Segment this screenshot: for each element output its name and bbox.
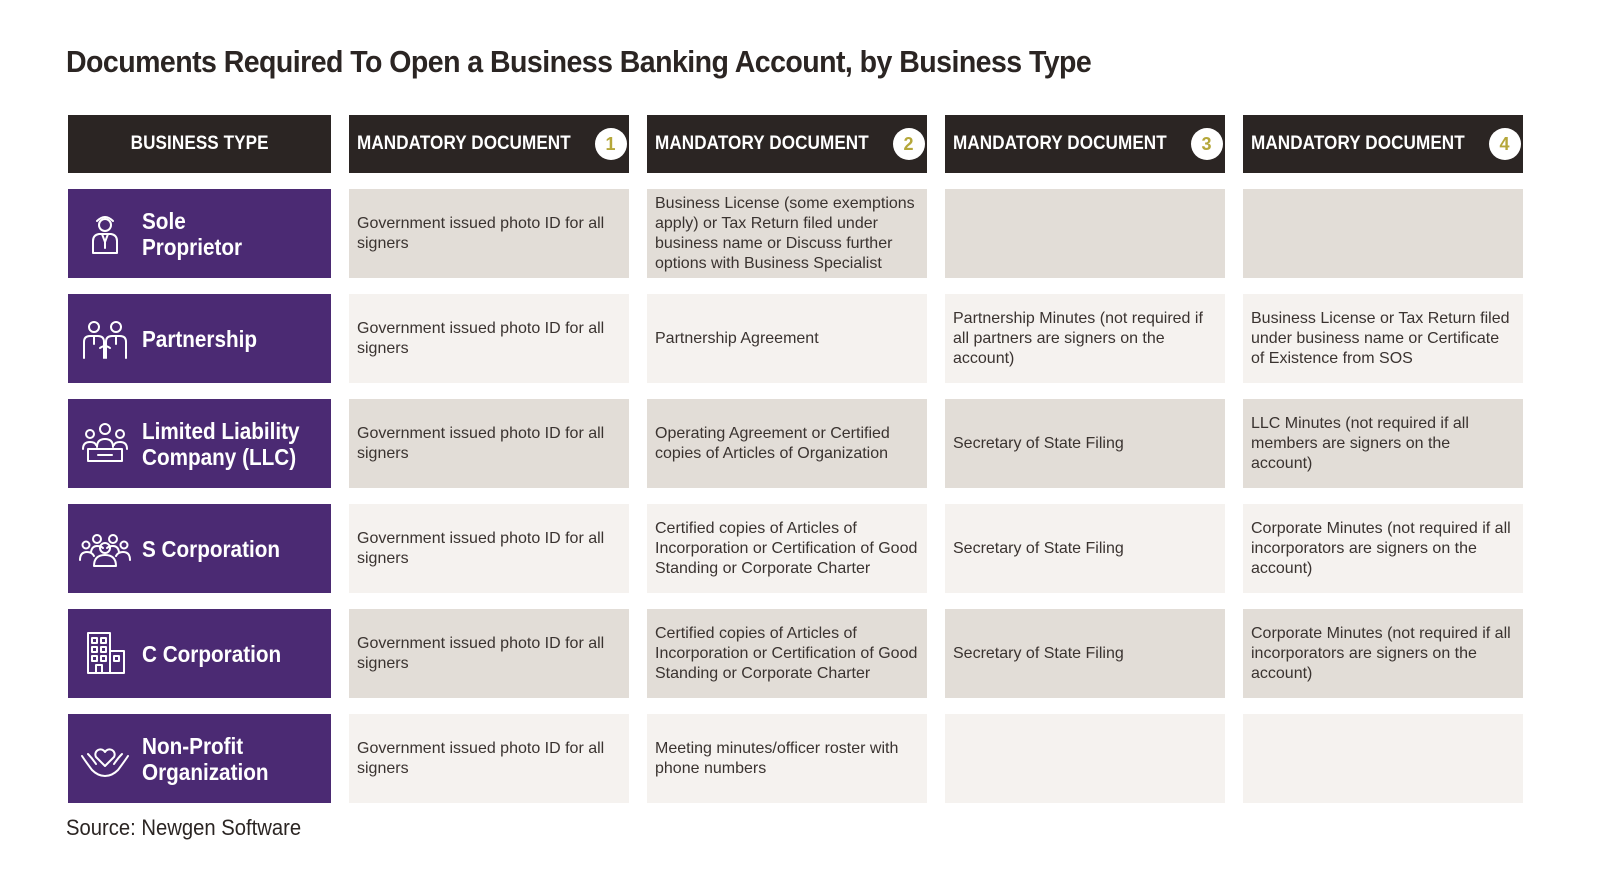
header-mandatory-document-2 [647,115,927,173]
page-title: Documents Required To Open a Business Banking Account, by Business Type [66,44,1092,79]
doc-cell [647,189,927,278]
number-badge: 3 [1191,128,1223,160]
source-note: Source: Newgen Software [66,815,302,840]
business-type-label: S Corporation [142,535,281,562]
header-mandatory-document-3 [945,115,1225,173]
doc-text: Secretary of State Filing [953,434,1124,452]
doc-text: Government issued photo ID for all signers [357,739,605,777]
header-label: MANDATORY DOCUMENT [953,133,1167,154]
doc-cell [1243,294,1523,383]
team-meeting-icon [74,413,136,475]
business-type-label: Partnership [142,325,258,352]
header-business-type-label: BUSINESS TYPE [130,133,269,154]
doc-text: Corporate Minutes (not required if all incorporators are signers on the account) [1251,519,1511,577]
number-badge: 4 [1489,128,1521,160]
doc-text: Government issued photo ID for all signers [357,424,605,462]
doc-cell [1243,189,1523,278]
header-label: MANDATORY DOCUMENT [357,133,571,154]
doc-cell [945,189,1225,278]
business-type-label: Non-Profit Organization [142,732,269,785]
business-type-label: Sole Proprietor [142,207,243,260]
doc-text: Corporate Minutes (not required if all incorporators are signers on the account) [1251,624,1511,682]
header-label: MANDATORY DOCUMENT [1251,133,1465,154]
doc-text: LLC Minutes (not required if all members are signers on the account) [1251,414,1469,472]
doc-cell [647,714,927,803]
hands-heart-icon [74,728,136,790]
partners-icon [74,308,136,370]
header-business-type [68,115,331,173]
business-type-sole-proprietor [68,189,331,278]
number-badge: 1 [595,128,627,160]
doc-cell [647,609,927,698]
business-type-label: Limited Liability Company (LLC) [142,417,300,470]
doc-text: Secretary of State Filing [953,539,1124,557]
doc-text: Government issued photo ID for all signers [357,529,605,567]
doc-cell [647,504,927,593]
header-mandatory-document-4 [1243,115,1523,173]
doc-cell [1243,399,1523,488]
building-icon [74,623,136,685]
header-mandatory-document-1 [349,115,629,173]
doc-cell [1243,504,1523,593]
doc-text: Government issued photo ID for all signers [357,319,605,357]
business-type-c-corporation [68,609,331,698]
number-badge: 2 [893,128,925,160]
doc-cell [1243,714,1523,803]
doc-cell [349,399,629,488]
business-type-label: C Corporation [142,640,282,667]
person-icon [74,203,136,265]
doc-text: Business License or Tax Return filed under business name or Certificate of Existence from SOS [1251,309,1510,367]
doc-cell [945,609,1225,698]
doc-text: Partnership Agreement [655,329,819,347]
doc-text: Secretary of State Filing [953,644,1124,662]
doc-text: Government issued photo ID for all signers [357,214,605,252]
doc-cell [1243,609,1523,698]
business-type-llc [68,399,331,488]
group-icon [74,518,136,580]
doc-cell [349,714,629,803]
doc-cell [945,504,1225,593]
doc-cell [945,399,1225,488]
documents-table [68,115,1523,803]
doc-cell [349,504,629,593]
doc-text: Operating Agreement or Certified copies of Articles of Organization [655,424,890,462]
doc-text: Certified copies of Articles of Incorporation or Certification of Good Standing or Corporate Charter [655,519,918,577]
doc-cell [349,189,629,278]
business-type-partnership [68,294,331,383]
doc-cell [647,399,927,488]
doc-text: Meeting minutes/officer roster with phone numbers [655,739,899,777]
doc-text: Business License (some exemptions apply) or Tax Return filed under business name or Discuss further options with Business Specialist [655,194,915,272]
doc-cell [349,609,629,698]
doc-text: Certified copies of Articles of Incorporation or Certification of Good Standing or Corporate Charter [655,624,918,682]
doc-cell [349,294,629,383]
doc-text: Government issued photo ID for all signers [357,634,605,672]
doc-text: Partnership Minutes (not required if all partners are signers on the account) [953,309,1203,367]
header-label: MANDATORY DOCUMENT [655,133,869,154]
business-type-non-profit [68,714,331,803]
doc-cell [945,294,1225,383]
business-type-s-corporation [68,504,331,593]
doc-cell [945,714,1225,803]
doc-cell [647,294,927,383]
